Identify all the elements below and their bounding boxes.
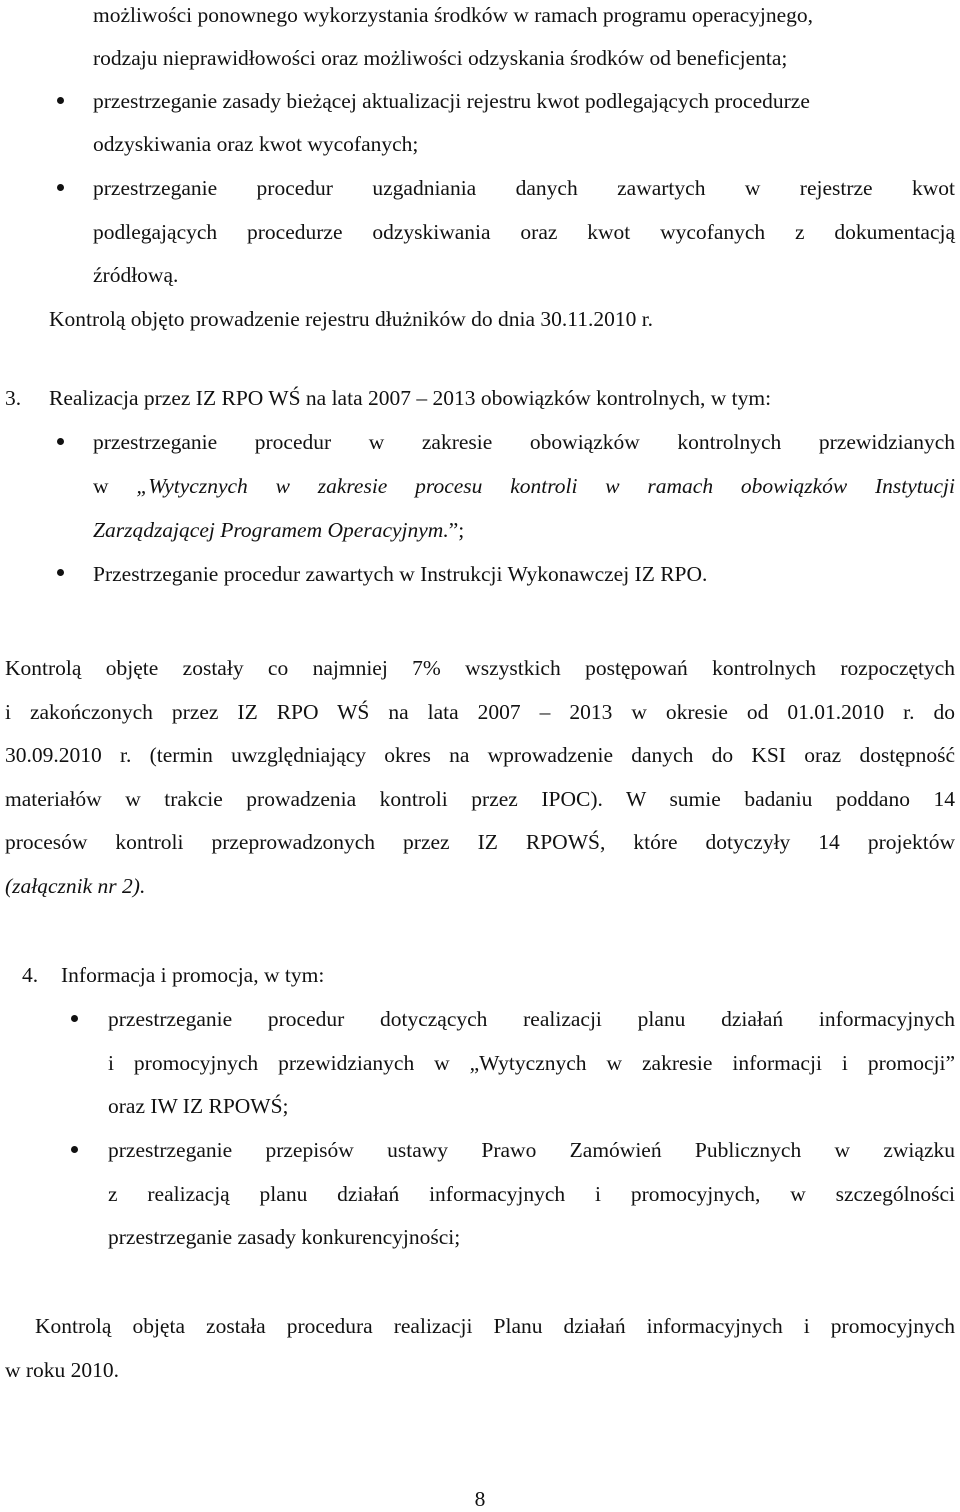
text-line: podlegających procedurze odzyskiwania oraz kwot wycofanych z dokumentacją	[93, 220, 955, 244]
paragraph-line: materiałów w trakcie prowadzenia kontroli przez IPOC). W sumie badaniu poddano 14	[5, 787, 955, 811]
text-line: możliwości ponownego wykorzystania środków w ramach programu operacyjnego,	[93, 3, 814, 27]
bullet-icon	[57, 97, 64, 104]
text-line: źródłową.	[93, 263, 179, 287]
guideline-title: „Wytycznych w zakresie procesu kontroli w ramach obowiązków Instytucji	[136, 474, 956, 498]
text-line: przestrzeganie procedur uzgadniania danych zawartych w rejestrze kwot	[93, 176, 955, 200]
paragraph-line: i zakończonych przez IZ RPO WŚ na lata 2007 – 2013 w okresie od 01.01.2010 r. do	[5, 700, 955, 724]
section-heading: Realizacja przez IZ RPO WŚ na lata 2007 – 2013 obowiązków kontrolnych, w tym:	[49, 386, 772, 410]
paragraph-line: w roku 2010.	[5, 1358, 120, 1382]
text-line	[93, 517, 464, 543]
bullet-icon	[57, 184, 64, 191]
text-line: przestrzeganie procedur dotyczących realizacji planu działań informacyjnych	[108, 1007, 955, 1031]
text-line: przestrzeganie procedur w zakresie obowiązków kontrolnych przewidzianych	[93, 430, 955, 454]
text-line: rodzaju nieprawidłowości oraz możliwości odzyskania środków od beneficjenta;	[93, 46, 788, 70]
text-line	[93, 473, 955, 499]
section-number: 3.	[5, 386, 22, 410]
text-line: oraz IW IZ RPOWŚ;	[108, 1094, 289, 1118]
text-line: z realizacją planu działań informacyjnych i promocyjnych, w szczególności	[108, 1182, 955, 1206]
text-line: odzyskiwania oraz kwot wycofanych;	[93, 132, 419, 156]
paragraph-line: (załącznik nr 2).	[5, 874, 146, 898]
paragraph-line: Kontrolą objęte zostały co najmniej 7% wszystkich postępowań kontrolnych rozpoczętych	[5, 656, 955, 680]
bullet-icon	[57, 438, 64, 445]
text-span: ”;	[448, 518, 465, 542]
text-line: i promocyjnych przewidzianych w „Wytycznych w zakresie informacji i promocji”	[108, 1051, 955, 1075]
bullet-icon	[57, 569, 64, 576]
text-line: przestrzeganie zasady bieżącej aktualizacji rejestru kwot podlegających procedurze	[93, 89, 810, 113]
guideline-title: Zarządzającej Programem Operacyjnym.	[93, 518, 449, 542]
bullet-icon	[71, 1146, 78, 1153]
text-line: przestrzeganie zasady konkurencyjności;	[108, 1225, 461, 1249]
text-span: w	[93, 474, 137, 498]
paragraph-line: 30.09.2010 r. (termin uwzględniający okres na wprowadzenie danych do KSI oraz dostępność	[5, 743, 955, 767]
paragraph-line: Kontrolą objęta została procedura realizacji Planu działań informacyjnych i promocyjnych	[35, 1314, 955, 1338]
bullet-icon	[71, 1015, 78, 1022]
page-number: 8	[474, 1487, 486, 1511]
text-line: Przestrzeganie procedur zawartych w Instrukcji Wykonawczej IZ RPO.	[93, 562, 708, 586]
section-summary: Kontrolą objęto prowadzenie rejestru dłużników do dnia 30.11.2010 r.	[49, 307, 654, 331]
section-number: 4.	[22, 963, 39, 987]
text-line: przestrzeganie przepisów ustawy Prawo Zamówień Publicznych w związku	[108, 1138, 955, 1162]
paragraph-line: procesów kontroli przeprowadzonych przez IZ RPOWŚ, które dotyczyły 14 projektów	[5, 830, 955, 854]
section-heading: Informacja i promocja, w tym:	[61, 963, 325, 987]
